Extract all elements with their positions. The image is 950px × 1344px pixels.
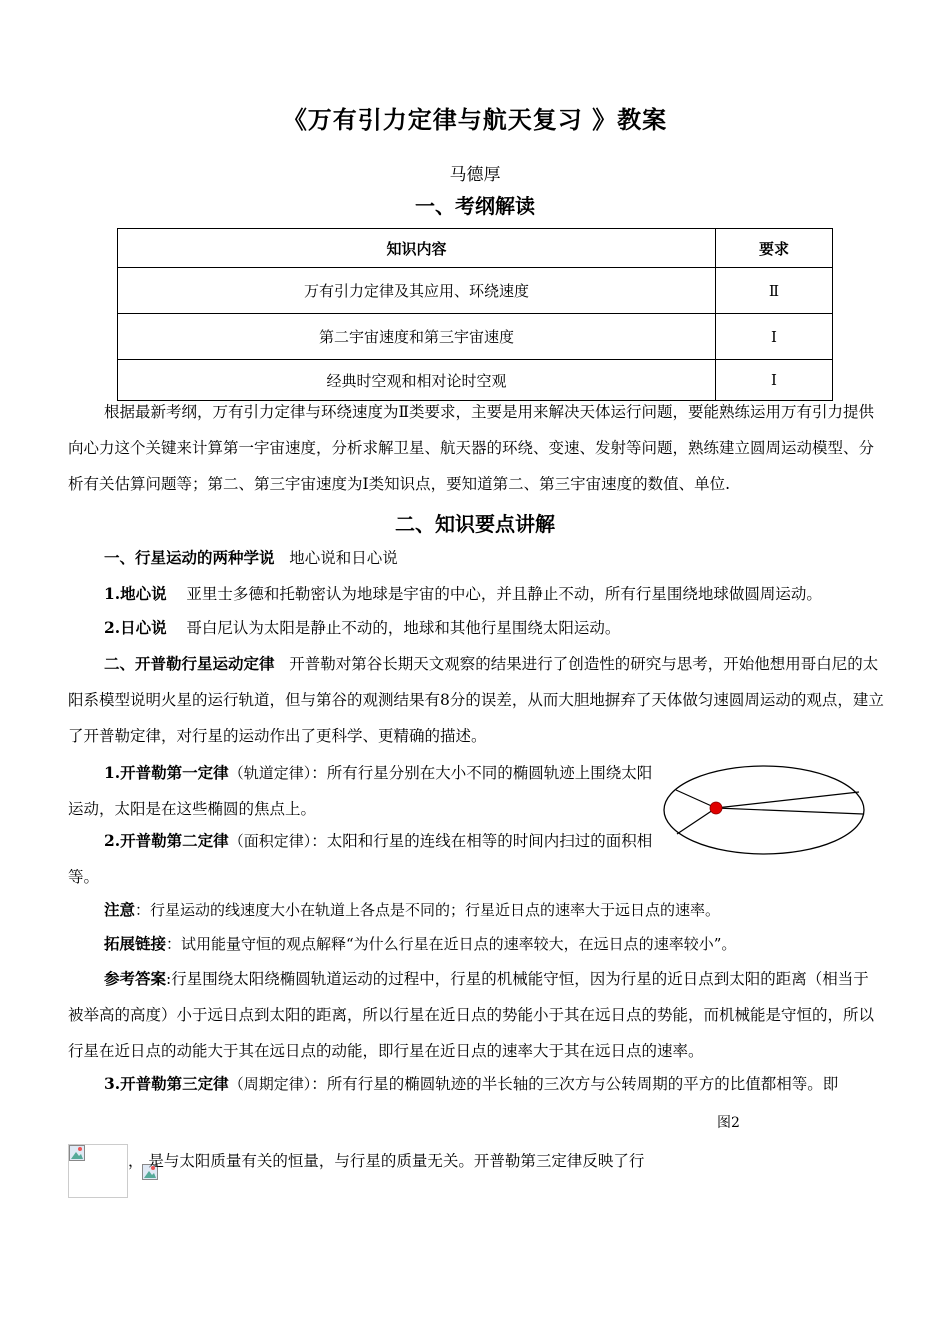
ellipse-orbit-figure [660, 764, 870, 863]
intro-paragraph: 根据最新考纲，万有引力定律与环绕速度为Ⅱ类要求，主要是用来解决天体运行问题，要能熟练运用万有引力提供向心力这个关键来计算第一宇宙速度，分析求解卫星、航天器的环绕、变速、发射等问题，熟练建立圆周运动模型、分析有关估算问题等；第二、第三宇宙速度为Ⅰ类知识点，要知道第二、第三宇宙速度的数值、单位. [68, 403, 875, 493]
part1-subtitle: 地心说和日心说 [289, 549, 398, 567]
extension-paragraph [68, 926, 884, 962]
geocentric-item [68, 576, 884, 612]
answer-label: 参考答案 [104, 969, 167, 988]
item-text: 亚里士多德和托勒密认为地球是宇宙的中心，并且静止不动，所有行星围绕地球做圆周运动。 [186, 585, 822, 603]
kepler-intro [68, 646, 884, 754]
kepler-law-2 [68, 823, 653, 895]
part2-title: 二、开普勒行星运动定律 [104, 654, 275, 673]
law-sub: （轨道定律） [228, 764, 312, 782]
extension-text: ：试用能量守恒的观点解释“为什么行星在近日点的速率较大，在远日点的速率较小”。 [166, 935, 737, 953]
document-title: 《万有引力定律与航天复习 》教案 [282, 105, 668, 134]
answer-paragraph [68, 961, 884, 1069]
law-sub: （周期定律） [228, 1075, 312, 1093]
law-sub: （面积定律） [228, 832, 312, 850]
item-text: 哥白尼认为太阳是静止不动的，地球和其他行星围绕太阳运动。 [186, 619, 621, 637]
requirements-table [117, 228, 833, 401]
kepler-law-3-continued: ， 是与太阳质量有关的恒量，与行星的质量无关。开普勒第三定律反映了行 [128, 1152, 645, 1170]
table-row [118, 268, 833, 314]
section-heading-2: 二、知识要点讲解 [395, 512, 555, 536]
part1-title: 一、行星运动的两种学说 [104, 548, 275, 567]
law-label: 1.开普勒第一定律 [104, 763, 229, 782]
table-row [118, 314, 833, 360]
table-header: 要求 [716, 229, 833, 268]
table-header-row [118, 229, 833, 268]
author: 马德厚 [449, 165, 501, 185]
part2-text: 开普勒对第谷长期天文观察的结果进行了创造性的研究与思考，开始他想用哥白尼的太阳系模型说明火星的运行轨道，但与第谷的观测结果有8分的误差，从而大胆地摒弃了天体做匀速圆周运动的观点，建立了开普勒定律，对行星的运动作出了更科学、更精确的描述。 [68, 655, 884, 745]
sun-dot [710, 802, 722, 814]
item-label: 1.地心说 [104, 584, 167, 603]
table-cell: 万有引力定律及其应用、环绕速度 [118, 268, 716, 314]
law-label: 2.开普勒第二定律 [104, 831, 229, 850]
figure-caption: 图2 [717, 1115, 740, 1131]
table-cell: Ⅰ [716, 360, 833, 401]
broken-image-icon [69, 1145, 85, 1161]
note-text: ：行星运动的线速度大小在轨道上各点是不同的；行星近日点的速率大于远日点的速率。 [135, 901, 721, 919]
law-label: 3.开普勒第三定律 [104, 1074, 229, 1093]
law-text: ：太阳和行星的连线在相等的时间内扫过的面积相等。 [68, 832, 653, 886]
table-cell: 经典时空观和相对论时空观 [118, 360, 716, 401]
kepler-law-1 [68, 755, 653, 827]
table-cell: Ⅱ [716, 268, 833, 314]
law-text: ：所有行星的椭圆轨迹的半长轴的三次方与公转周期的平方的比值都相等。即 [311, 1075, 839, 1093]
kepler-law-3 [68, 1066, 884, 1102]
answer-text: :行星围绕太阳绕椭圆轨道运动的过程中，行星的机械能守恒，因为行星的近日点到太阳的距离（相当于被举高的高度）小于远日点到太阳的距离，所以行星在近日点的势能小于其在远日点的势能，而机械能是守恒的，所以行星在近日点的动能大于其在远日点的动能，即行星在近日点的速率大于其在远日点的速率。 [68, 970, 875, 1060]
section-heading-1: 一、考纲解读 [415, 194, 535, 218]
note-paragraph [68, 892, 884, 928]
note-label: 注意 [104, 900, 136, 919]
formula-image-placeholder [68, 1144, 128, 1198]
item-label: 2.日心说 [104, 618, 167, 637]
law-text: ：所有行星分别在大小不同的椭圆轨迹上围绕太阳运动，太阳是在这些椭圆的焦点上。 [68, 764, 653, 818]
extension-label: 拓展链接 [104, 934, 167, 953]
table-cell: Ⅰ [716, 314, 833, 360]
part1-heading [68, 540, 884, 576]
table-cell: 第二宇宙速度和第三宇宙速度 [118, 314, 716, 360]
table-header: 知识内容 [118, 229, 716, 268]
heliocentric-item [68, 610, 884, 646]
